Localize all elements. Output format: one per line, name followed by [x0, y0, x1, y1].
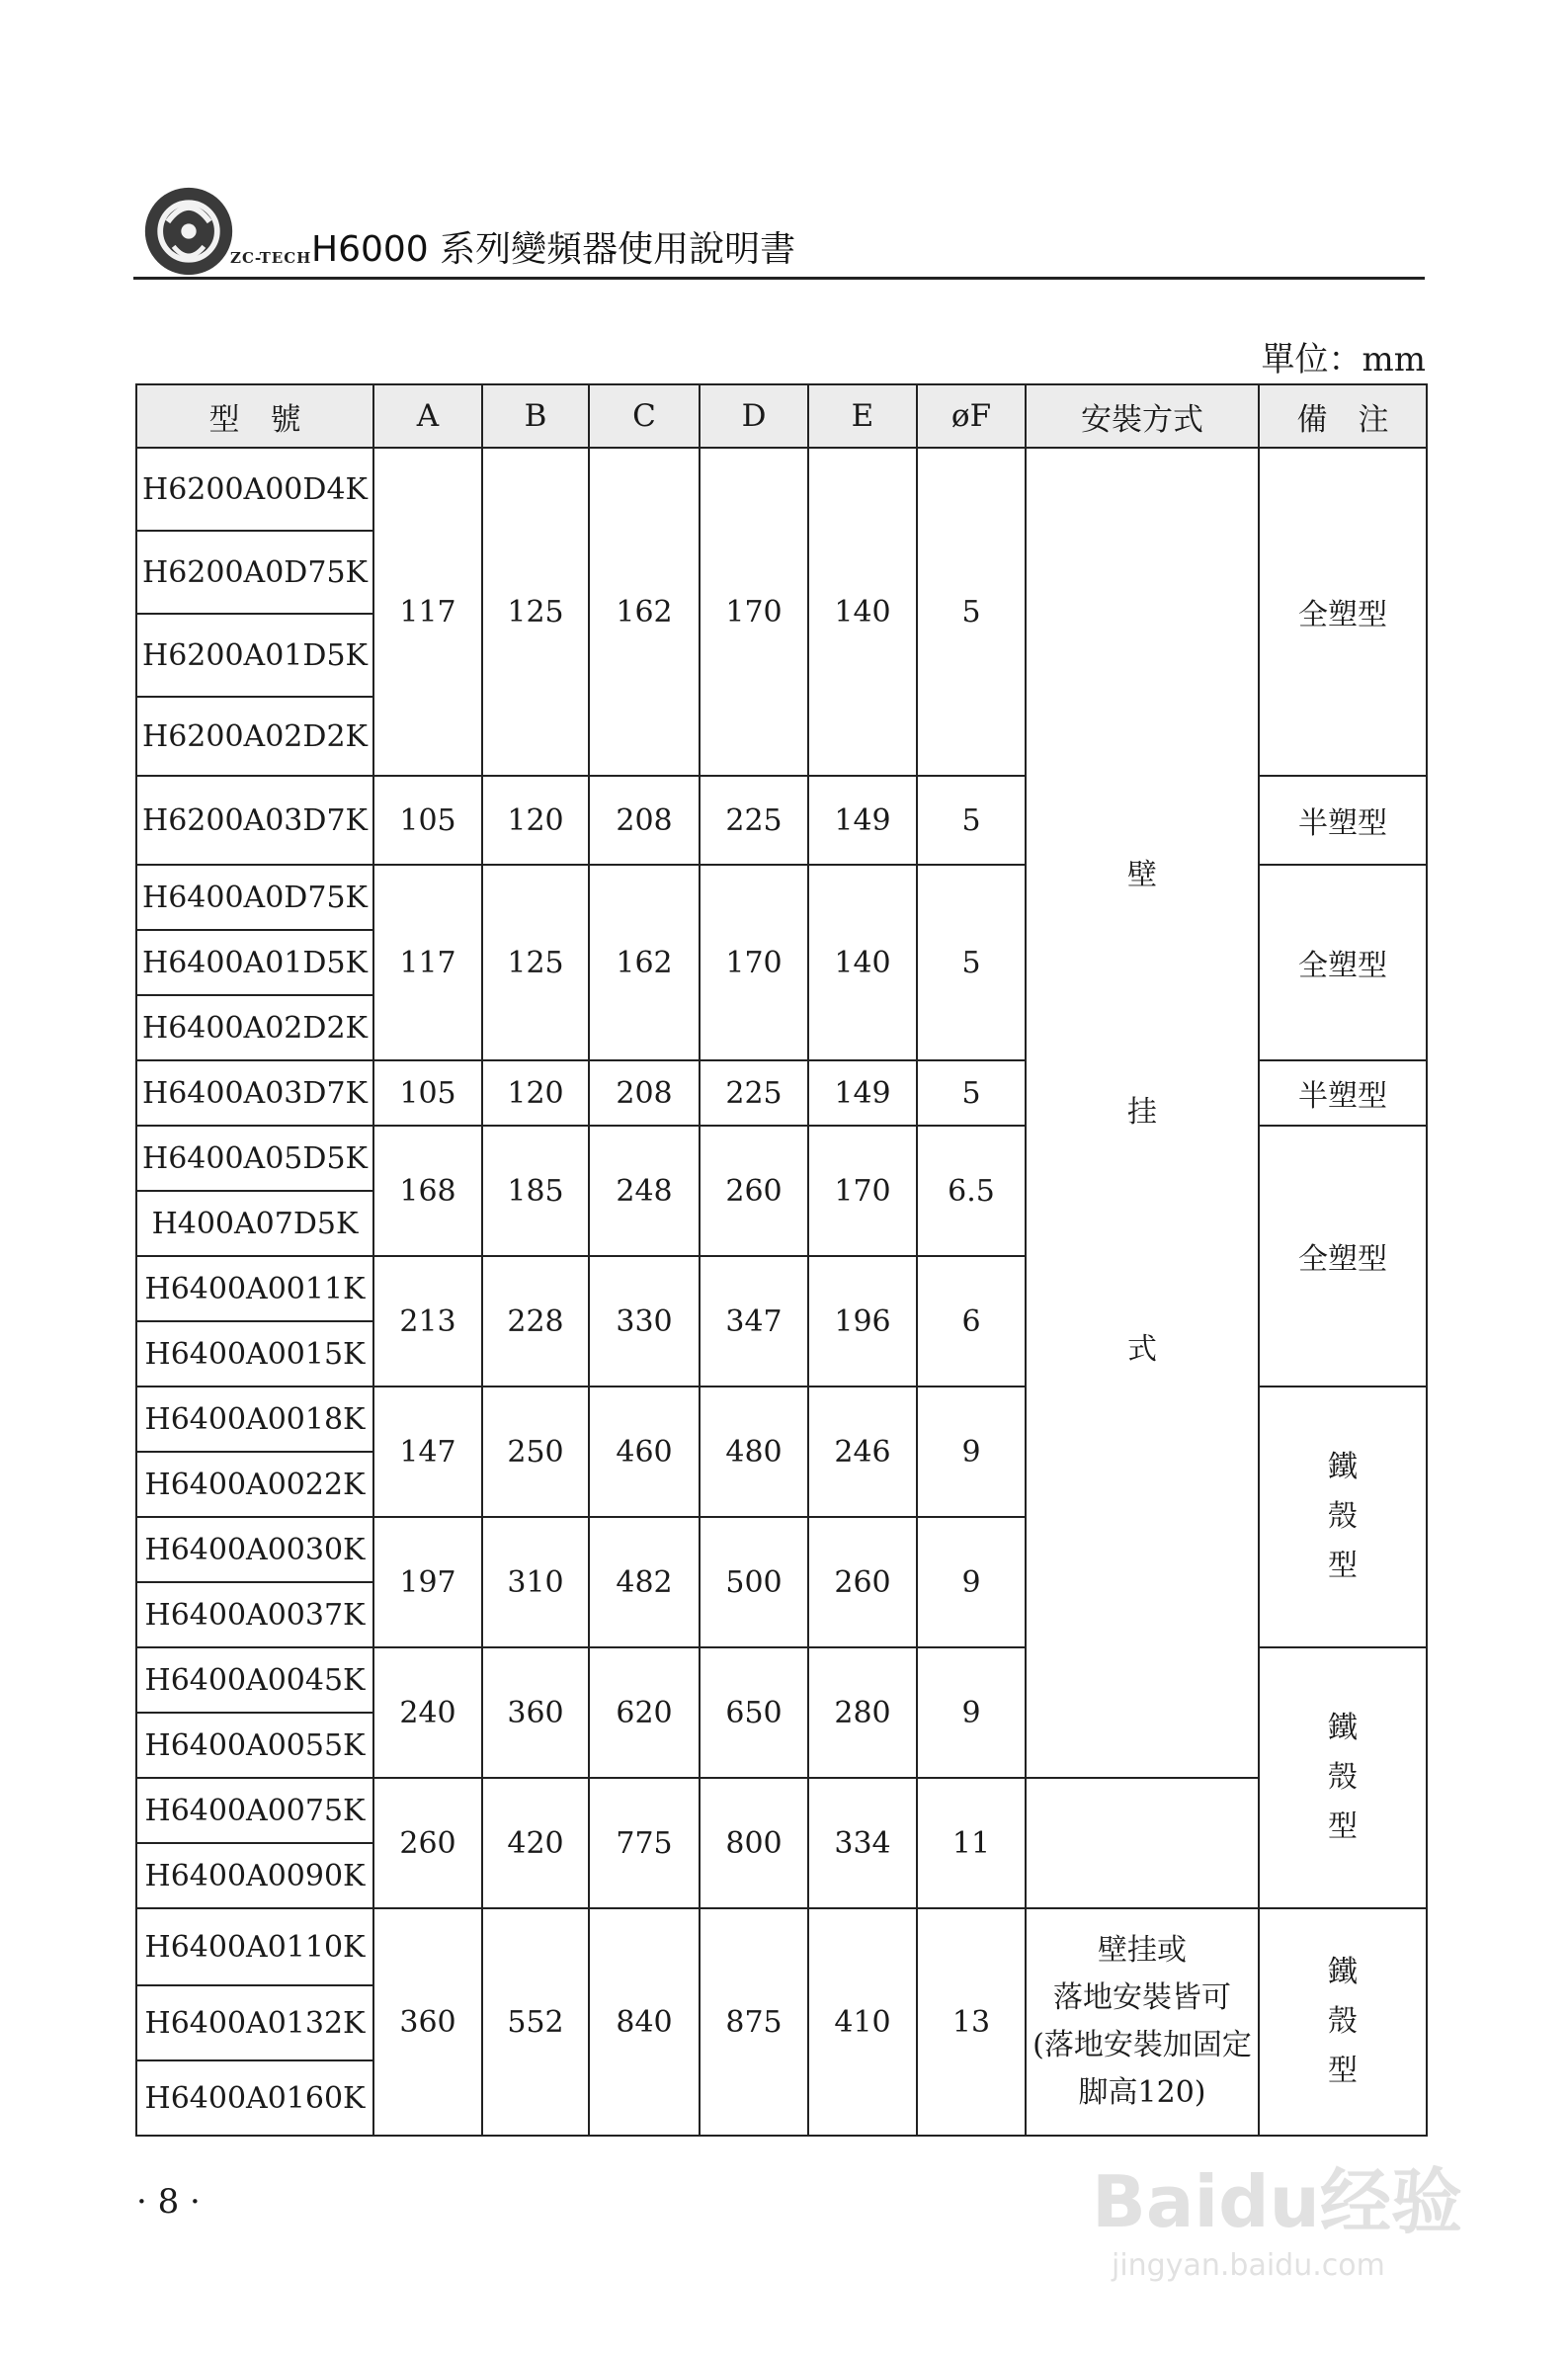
col-header-c: C — [589, 384, 700, 448]
model-cell: H6400A0090K — [136, 1843, 373, 1908]
value-b: 125 — [482, 865, 589, 1060]
value-d: 875 — [700, 1908, 808, 2136]
unit-label: 單位：mm — [1261, 340, 1426, 379]
value-f: 9 — [917, 1647, 1026, 1778]
value-b: 552 — [482, 1908, 589, 2136]
model-cell: H6200A03D7K — [136, 776, 373, 865]
value-c: 162 — [589, 448, 700, 776]
model-cell: H6200A0D75K — [136, 531, 373, 614]
value-d: 480 — [700, 1387, 808, 1517]
col-header-mounting: 安裝方式 — [1026, 384, 1259, 448]
mounting-char: 壁 — [1127, 858, 1157, 892]
value-c: 248 — [589, 1126, 700, 1256]
table-row — [136, 1778, 1427, 1843]
table-row — [136, 1908, 1427, 1985]
value-b: 420 — [482, 1778, 589, 1908]
value-f: 5 — [917, 448, 1026, 776]
value-a: 117 — [373, 448, 482, 776]
value-d: 260 — [700, 1126, 808, 1256]
remark-char: 型 — [1328, 1809, 1358, 1844]
model-cell: H6400A03D7K — [136, 1060, 373, 1126]
model-cell: H6400A0015K — [136, 1321, 373, 1387]
logo-text: ZC-TECH — [230, 249, 312, 267]
value-b: 250 — [482, 1387, 589, 1517]
table-header-row — [136, 384, 1427, 448]
remark-char: 殼 — [1328, 1499, 1358, 1534]
remark-cell: 全塑型 — [1259, 1126, 1427, 1387]
value-f: 5 — [917, 865, 1026, 1060]
model-cell: H6400A0018K — [136, 1387, 373, 1452]
model-cell: H6200A02D2K — [136, 697, 373, 776]
model-cell: H6400A0075K — [136, 1778, 373, 1843]
remark-char: 殼 — [1328, 1760, 1358, 1795]
mounting-char: 挂 — [1127, 1095, 1157, 1130]
remark-char: 型 — [1328, 1549, 1358, 1583]
page-header — [133, 178, 1425, 282]
value-d: 225 — [700, 1060, 808, 1126]
value-d: 500 — [700, 1517, 808, 1647]
remark-char: 鐵 — [1328, 1955, 1358, 1989]
model-cell: H6400A0045K — [136, 1647, 373, 1713]
model-cell: H6400A0022K — [136, 1452, 373, 1517]
value-f: 6.5 — [917, 1126, 1026, 1256]
dimension-table — [135, 383, 1428, 2137]
value-e: 149 — [808, 1060, 917, 1126]
model-cell: H6400A0110K — [136, 1908, 373, 1985]
value-c: 775 — [589, 1778, 700, 1908]
watermark-url: jingyan.baidu.com — [1112, 2248, 1385, 2283]
remark-cell: 全塑型 — [1259, 448, 1427, 776]
remark-cell — [1259, 1908, 1427, 2136]
watermark-logo: Baidu经验 — [1092, 2160, 1462, 2243]
model-cell: H6400A0160K — [136, 2060, 373, 2136]
table-row — [136, 448, 1427, 531]
model-cell: H400A07D5K — [136, 1191, 373, 1256]
value-d: 225 — [700, 776, 808, 865]
value-e: 246 — [808, 1387, 917, 1517]
col-header-e: E — [808, 384, 917, 448]
value-c: 840 — [589, 1908, 700, 2136]
mounting-line: 壁挂或 — [1098, 1933, 1187, 1968]
value-a: 105 — [373, 776, 482, 865]
header-divider — [133, 277, 1425, 280]
col-header-b: B — [482, 384, 589, 448]
value-e: 334 — [808, 1778, 917, 1908]
value-a: 117 — [373, 865, 482, 1060]
col-header-remark: 備 注 — [1259, 384, 1427, 448]
model-cell: H6200A00D4K — [136, 448, 373, 531]
col-header-f: øF — [917, 384, 1026, 448]
value-a: 197 — [373, 1517, 482, 1647]
value-e: 280 — [808, 1647, 917, 1778]
value-a: 360 — [373, 1908, 482, 2136]
value-b: 360 — [482, 1647, 589, 1778]
remark-cell — [1259, 1387, 1427, 1647]
value-e: 196 — [808, 1256, 917, 1387]
mounting-line: (落地安裝加固定 — [1032, 2028, 1252, 2062]
value-d: 170 — [700, 865, 808, 1060]
value-f: 11 — [917, 1778, 1026, 1908]
model-cell: H6200A01D5K — [136, 614, 373, 697]
col-header-model: 型 號 — [136, 384, 373, 448]
model-cell: H6400A0132K — [136, 1985, 373, 2060]
value-b: 310 — [482, 1517, 589, 1647]
model-cell: H6400A02D2K — [136, 995, 373, 1060]
value-c: 208 — [589, 776, 700, 865]
value-e: 260 — [808, 1517, 917, 1647]
value-a: 105 — [373, 1060, 482, 1126]
remark-char: 鐵 — [1328, 1711, 1358, 1745]
document-title: H6000 系列變頻器使用說明書 — [311, 229, 796, 270]
value-c: 330 — [589, 1256, 700, 1387]
zc-tech-logo-icon — [141, 184, 236, 279]
remark-cell — [1259, 1647, 1427, 1908]
value-c: 460 — [589, 1387, 700, 1517]
value-a: 147 — [373, 1387, 482, 1517]
model-cell: H6400A01D5K — [136, 930, 373, 995]
value-b: 120 — [482, 776, 589, 865]
value-e: 149 — [808, 776, 917, 865]
value-b: 228 — [482, 1256, 589, 1387]
value-f: 6 — [917, 1256, 1026, 1387]
remark-cell: 全塑型 — [1259, 865, 1427, 1060]
value-f: 5 — [917, 776, 1026, 865]
value-d: 347 — [700, 1256, 808, 1387]
mounting-line: 落地安裝皆可 — [1053, 1980, 1231, 2015]
model-cell: H6400A0055K — [136, 1713, 373, 1778]
value-e: 410 — [808, 1908, 917, 2136]
remark-char: 鐵 — [1328, 1450, 1358, 1484]
value-a: 213 — [373, 1256, 482, 1387]
watermark — [1092, 2144, 1487, 2293]
col-header-d: D — [700, 384, 808, 448]
value-d: 800 — [700, 1778, 808, 1908]
mounting-char: 式 — [1127, 1332, 1157, 1367]
model-cell: H6400A0D75K — [136, 865, 373, 930]
value-f: 9 — [917, 1387, 1026, 1517]
value-f: 5 — [917, 1060, 1026, 1126]
value-c: 620 — [589, 1647, 700, 1778]
value-d: 170 — [700, 448, 808, 776]
value-d: 650 — [700, 1647, 808, 1778]
model-cell: H6400A0011K — [136, 1256, 373, 1321]
value-f: 13 — [917, 1908, 1026, 2136]
value-b: 185 — [482, 1126, 589, 1256]
mounting-line: 脚高120) — [1078, 2075, 1206, 2110]
value-c: 162 — [589, 865, 700, 1060]
value-b: 120 — [482, 1060, 589, 1126]
value-a: 240 — [373, 1647, 482, 1778]
mounting-floor-cell — [1026, 1908, 1259, 2136]
value-c: 482 — [589, 1517, 700, 1647]
col-header-a: A — [373, 384, 482, 448]
page-number: · 8 · — [136, 2182, 201, 2222]
value-b: 125 — [482, 448, 589, 776]
remark-char: 殼 — [1328, 2004, 1358, 2039]
value-e: 140 — [808, 865, 917, 1060]
model-cell: H6400A0037K — [136, 1582, 373, 1647]
model-cell: H6400A05D5K — [136, 1126, 373, 1191]
mounting-wall-cell — [1026, 448, 1259, 1778]
remark-cell: 半塑型 — [1259, 776, 1427, 865]
value-f: 9 — [917, 1517, 1026, 1647]
model-cell: H6400A0030K — [136, 1517, 373, 1582]
value-c: 208 — [589, 1060, 700, 1126]
value-a: 260 — [373, 1778, 482, 1908]
value-e: 140 — [808, 448, 917, 776]
remark-cell: 半塑型 — [1259, 1060, 1427, 1126]
value-a: 168 — [373, 1126, 482, 1256]
remark-char: 型 — [1328, 2054, 1358, 2088]
value-e: 170 — [808, 1126, 917, 1256]
